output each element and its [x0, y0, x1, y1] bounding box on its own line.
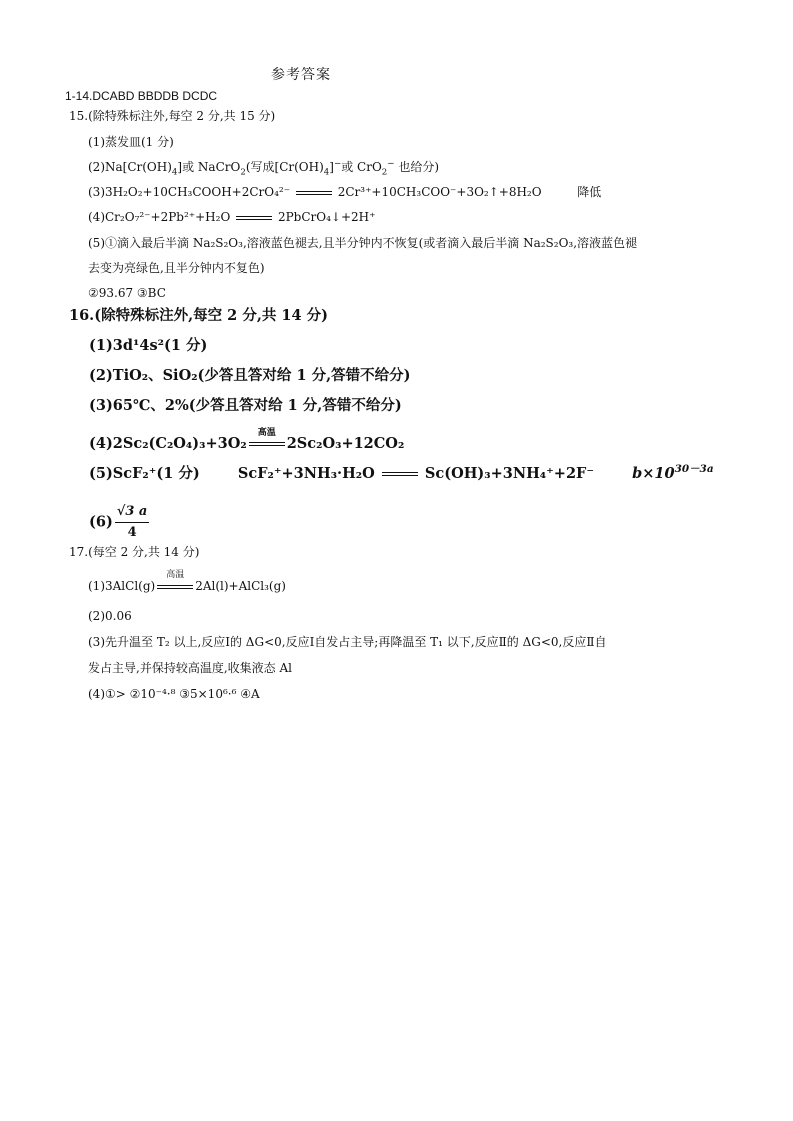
q16-a4-left: (4)2Sc₂(C₂O₄)₃+3O₂ [89, 435, 247, 452]
q16-answer-2: (2)TiO₂、SiO₂(少答且答对给 1 分,答错不给分) [89, 367, 411, 384]
q15-answer-2: $(2)Na[Cr(OH)_4]$或 NaCrO$_2$(写成$[Cr(OH)_4]^-$或 CrO$_2$− 也给分) [88, 159, 440, 178]
q17-answer-3-line-1: (3)先升温至 T₂ 以上,反应Ⅰ的 ΔG<0,反应Ⅰ自发占主导;再降温至 T₁ 以下,反应Ⅱ的 ΔG<0,反应Ⅱ自 [88, 635, 607, 649]
q17-answer-1 [88, 570, 286, 594]
q16-a5-part2-right: Sc(OH)₃+3NH₄⁺+2F⁻ [424, 465, 594, 482]
q17-answer-3-line-2: 发占主导,并保持较高温度,收集液态 Al [88, 661, 292, 675]
multiple-choice-answers: 1-14.DCABD BBDDB DCDC [65, 89, 218, 103]
q16-a5-part2-left: ScF₂⁺+3NH₃·H₂O [237, 465, 375, 482]
fraction-numerator: √3 a [115, 502, 150, 523]
equals-sign [380, 464, 420, 484]
q16-answer-1: (1)3d¹4s²(1 分) [89, 337, 208, 354]
q15-a2-mid1: ]或 NaCrO [177, 160, 241, 174]
q15-answer-3 [88, 184, 601, 200]
q17-answer-4: (4)①> ②10⁻⁴·⁸ ③5×10⁶·⁶ ④A [88, 687, 260, 701]
q15-a4-left: (4)Cr₂O₇²⁻+2Pb²⁺+H₂O [88, 210, 231, 224]
q15-a3-left: (3)3H₂O₂+10CH₃COOH+2CrO₄²⁻ [88, 185, 291, 199]
equals-sign [234, 209, 274, 225]
q16-answer-5 [89, 464, 714, 484]
condition-label: 高温 [257, 428, 276, 438]
q15-a2-mid4: 或 CrO [341, 160, 382, 174]
q15-answer-4 [88, 209, 375, 225]
q15-answer-1: (1)蒸发皿(1 分) [88, 135, 174, 149]
q16-answer-6 [89, 502, 149, 543]
equals-sign [294, 184, 334, 200]
q17-a1-left: (1)3AlCl(g) [88, 579, 156, 593]
q15-answer-5-line-1: (5)①滴入最后半滴 Na₂S₂O₃,溶液蓝色褪去,且半分钟内不恢复(或者滴入最后半滴 Na₂S₂O₃,溶液蓝色褪 [88, 236, 638, 250]
q17-header: 17.(每空 2 分,共 14 分) [69, 545, 200, 559]
q15-answer-5-line-2: 去变为亮绿色,且半分钟内不复色) [88, 261, 265, 275]
reaction-arrow-high-temp [247, 428, 287, 454]
q15-a4-right: 2PbCrO₄↓+2H⁺ [277, 210, 376, 224]
condition-label: 高温 [166, 570, 185, 580]
q17-answer-2: (2)0.06 [88, 609, 132, 623]
q15-a2-end: 也给分) [394, 160, 440, 174]
q15-a3-right: 2Cr³⁺+10CH₃COO⁻+3O₂↑+8H₂O [337, 185, 542, 199]
q15-a2-pre: (2)Na[Cr(OH) [88, 160, 172, 174]
q16-a5-part3: b×10 [632, 465, 675, 482]
fraction-denominator: 4 [127, 525, 137, 540]
fraction [115, 502, 150, 543]
q16-answer-4 [89, 428, 405, 454]
q16-a6-label: (6) [89, 513, 113, 531]
q16-a5-part1: (5)ScF₂⁺(1 分) [89, 465, 200, 482]
q15-header: 15.(除特殊标注外,每空 2 分,共 15 分) [69, 109, 276, 123]
page-title: 参考答案 [271, 67, 331, 83]
q15-answer-5-line-3: ②93.67 ③BC [88, 286, 166, 300]
q16-a4-right: 2Sc₂O₃+12CO₂ [286, 435, 405, 452]
q15-a3-tail: 降低 [577, 185, 602, 199]
q16-header: 16.(除特殊标注外,每空 2 分,共 14 分) [69, 307, 329, 324]
q16-a5-exponent: 30－3a [674, 463, 714, 476]
q15-a2-mid2: (写成[Cr(OH) [245, 160, 324, 174]
reaction-arrow-high-temp [155, 570, 195, 594]
q16-answer-3: (3)65℃、2%(少答且答对给 1 分,答错不给分) [89, 397, 402, 414]
q17-a1-right: 2Al(l)+AlCl₃(g) [195, 579, 286, 593]
q15-a2-mid3: ] [329, 160, 334, 174]
